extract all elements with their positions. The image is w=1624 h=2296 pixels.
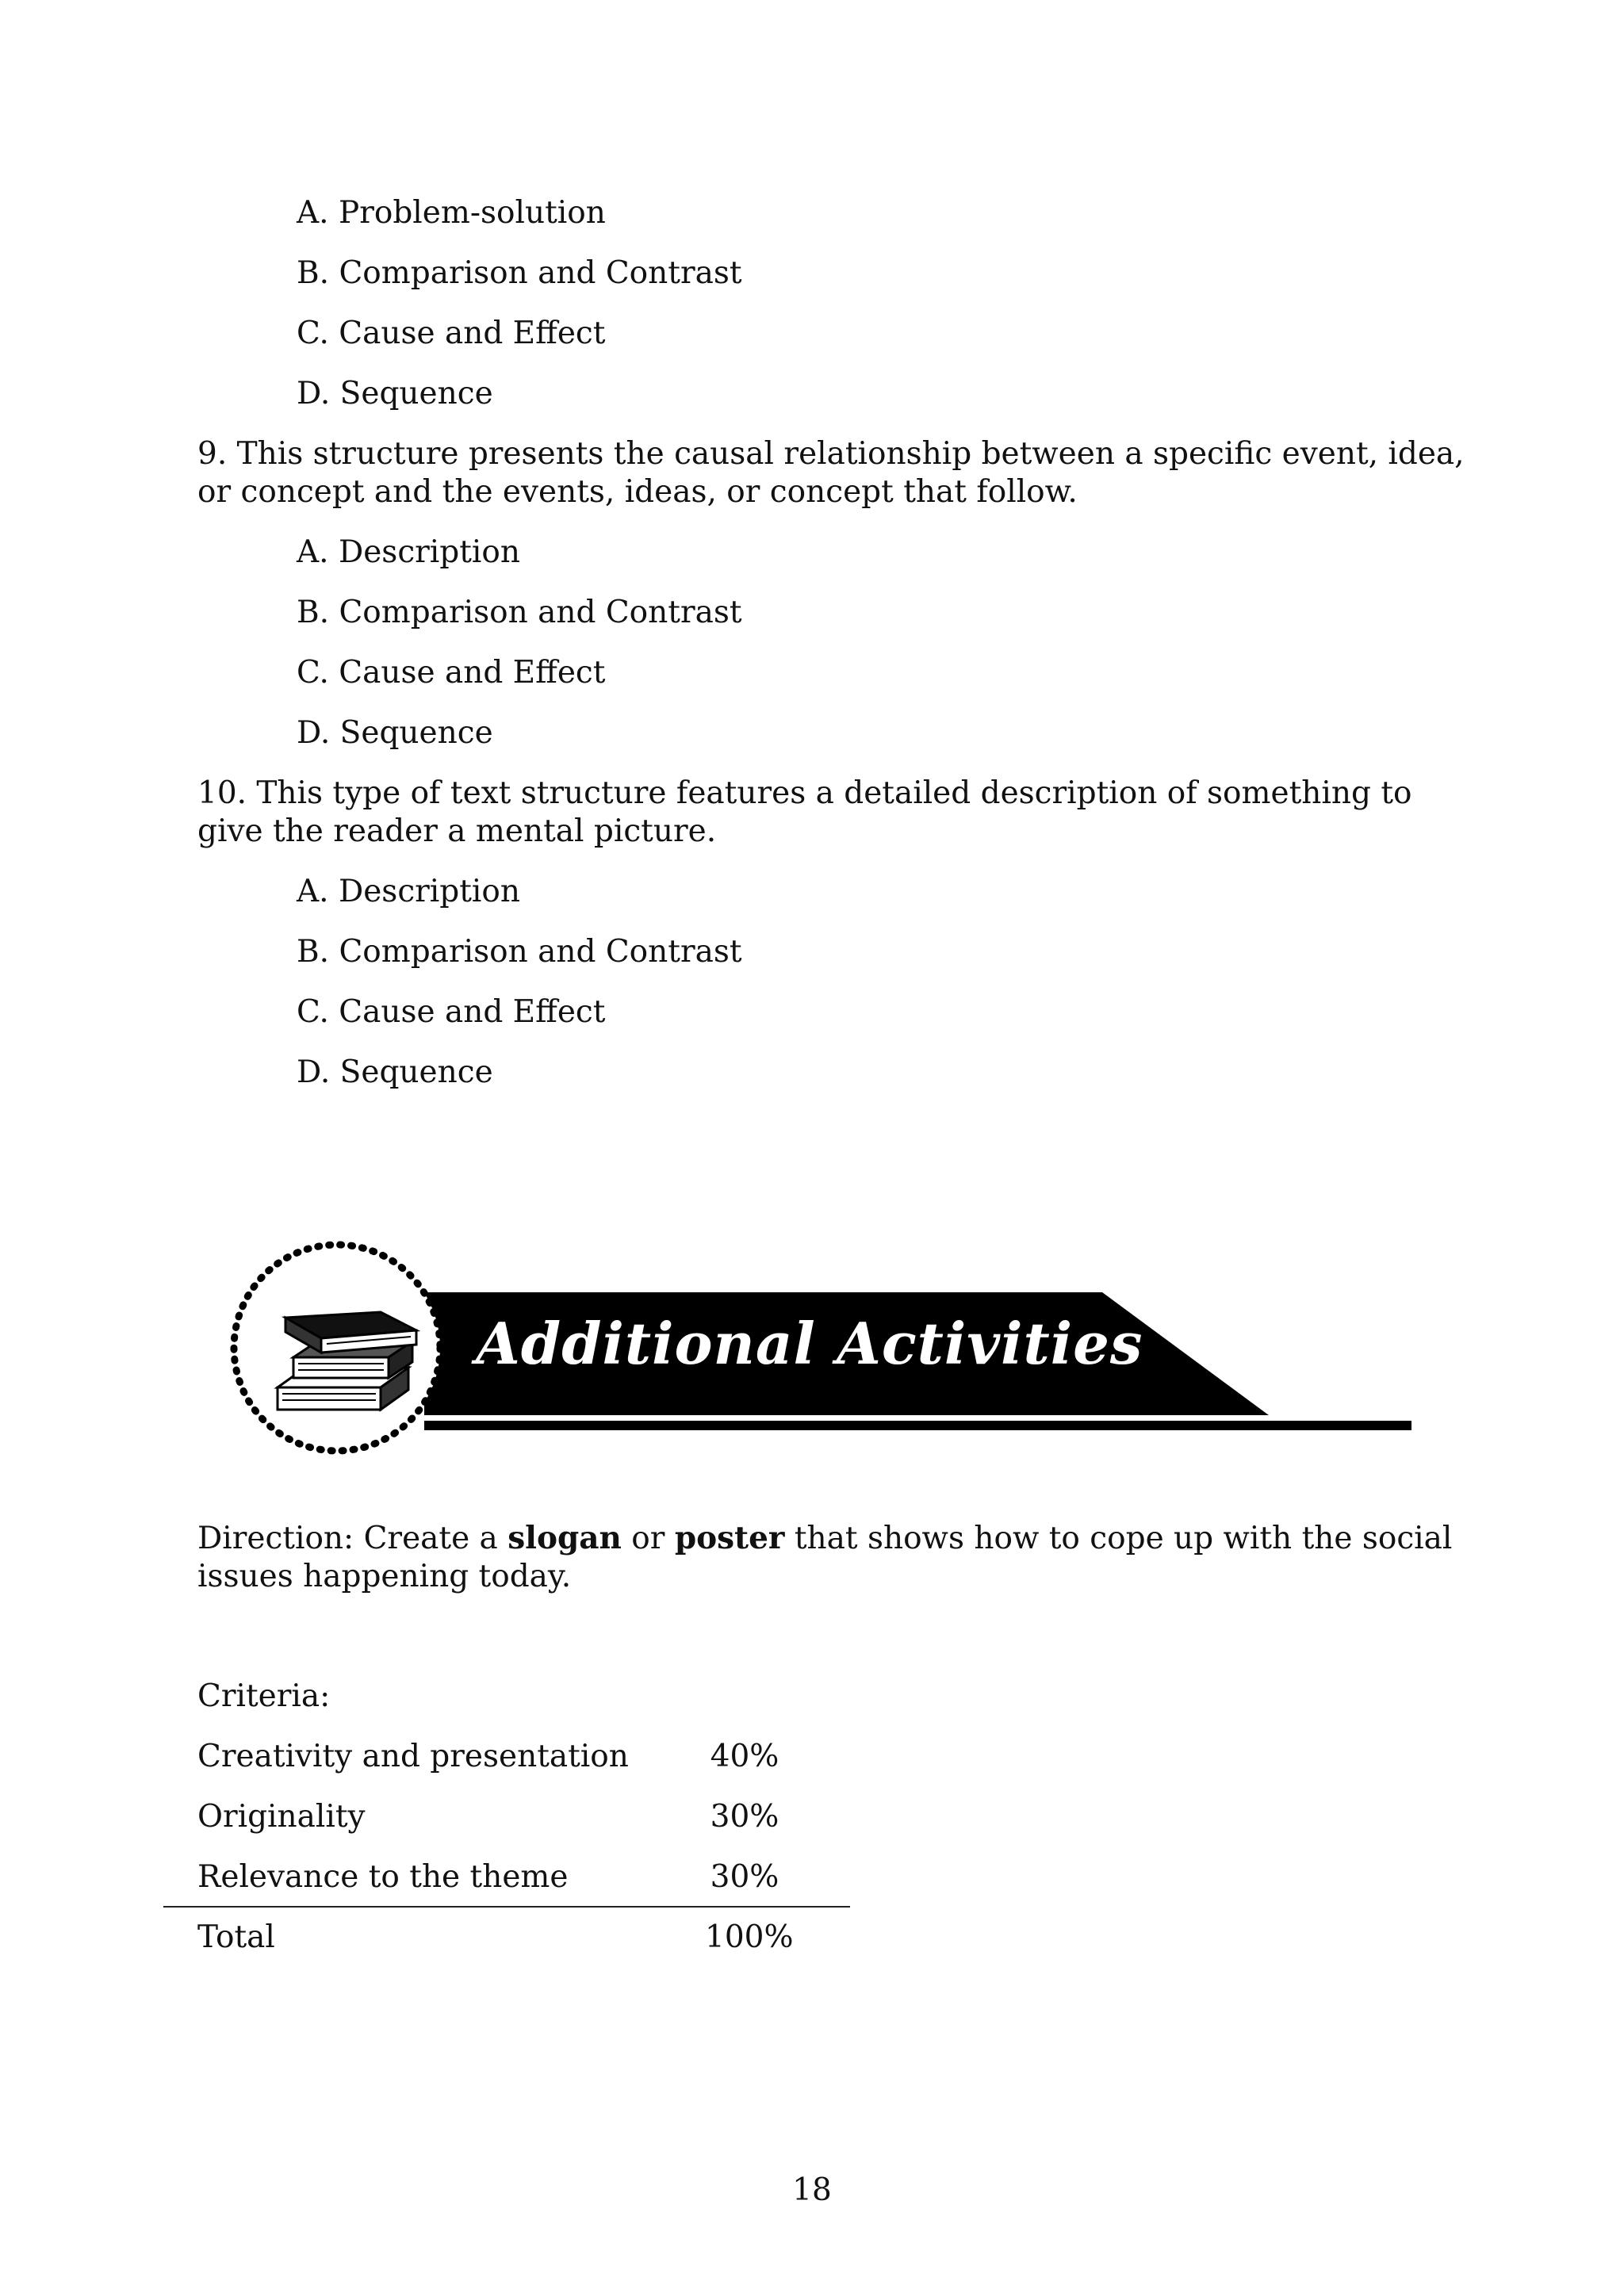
criteria-label: Originality [197, 1799, 366, 1835]
q8-option-d: D. Sequence [297, 376, 493, 411]
direction-text [197, 1519, 1482, 1596]
q10-option-d: D. Sequence [297, 1054, 493, 1090]
direction-keyword-slogan: slogan [508, 1520, 622, 1556]
direction-connector: or [621, 1521, 675, 1556]
q10-option-a: A. Description [297, 874, 520, 909]
total-label: Total [197, 1919, 275, 1955]
stack-of-books-icon [262, 1269, 420, 1427]
criteria-value: 40% [710, 1739, 779, 1774]
criteria-label: Creativity and presentation [197, 1739, 629, 1774]
q9-option-b: B. Comparison and Contrast [297, 595, 742, 630]
criteria-value: 30% [710, 1799, 779, 1835]
direction-prefix: Direction: Create a [197, 1521, 508, 1556]
q8-option-c: C. Cause and Effect [297, 316, 606, 351]
total-divider [163, 1906, 850, 1908]
q10-stem: 10. This type of text structure features a detailed description of something to give the reader a mental picture. [197, 775, 1412, 849]
criteria-label: Relevance to the theme [197, 1859, 569, 1895]
q10-option-b: B. Comparison and Contrast [297, 934, 742, 970]
direction-keyword-poster: poster [674, 1520, 785, 1556]
q9-option-d: D. Sequence [297, 715, 493, 751]
criteria-heading: Criteria: [197, 1678, 331, 1714]
section-banner [230, 1237, 1435, 1459]
page-number: 18 [792, 2172, 832, 2208]
q8-option-a: A. Problem-solution [297, 195, 606, 231]
q10-option-c: C. Cause and Effect [297, 994, 606, 1030]
q9-option-c: C. Cause and Effect [297, 655, 606, 691]
criteria-value: 30% [710, 1859, 779, 1895]
q9-stem: 9. This structure presents the causal relationship between a specific event, idea, or concept and the events, ideas, or concept that follow. [197, 436, 1465, 510]
direction-suffix: that shows how to cope up with the social issues happening today. [197, 1521, 1453, 1594]
q8-option-b: B. Comparison and Contrast [297, 255, 742, 291]
q9-option-a: A. Description [297, 534, 520, 570]
section-title: Additional Activities [476, 1310, 1143, 1377]
total-value: 100% [705, 1919, 794, 1955]
